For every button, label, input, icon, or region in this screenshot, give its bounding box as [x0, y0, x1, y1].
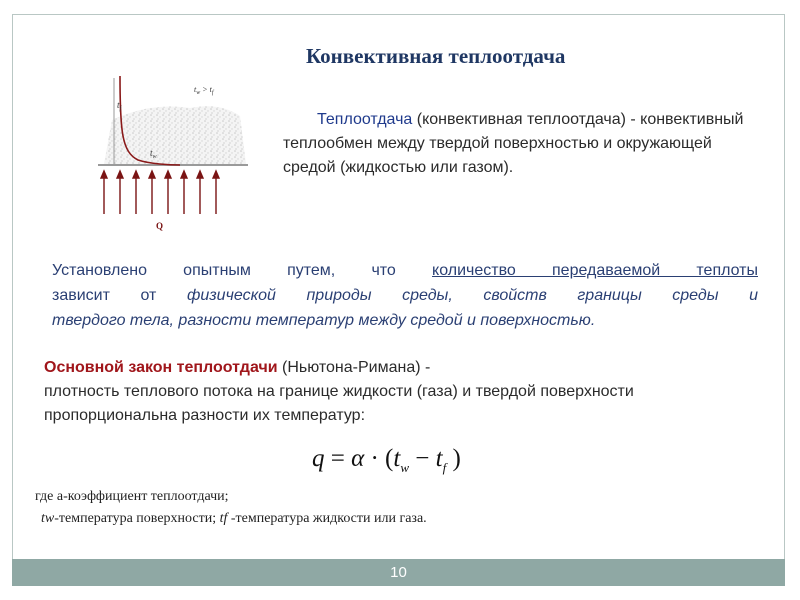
- experiment-line-2: зависит от физической природы среды, свойств границы среды и: [52, 287, 758, 304]
- experiment-line-3: твердого тела, разности температур между средой и поверхностью.: [52, 312, 596, 329]
- definition: [283, 108, 753, 180]
- notes-line-1: где а-коэффициент теплоотдачи;: [35, 489, 229, 504]
- law-term: Основной закон теплоотдачи: [44, 359, 278, 376]
- underlined-phrase: количество передаваемой теплоты: [432, 262, 758, 279]
- footer-bar: [12, 559, 785, 586]
- slide-title: Конвективная теплоотдача: [306, 44, 566, 68]
- boundary-layer-figure: [90, 72, 250, 232]
- condition-label: $t_w > t_f$: [194, 85, 214, 96]
- q-label: Q: [156, 221, 164, 231]
- law-paragraph: [44, 356, 764, 428]
- law-text: плотность теплового потока на границе жидкости (газа) и твердой поверхности пропорциональна разности их температур:: [44, 383, 634, 424]
- experiment-paragraph: [52, 258, 758, 333]
- tw-label: $t_w$: [150, 148, 157, 160]
- page-number: 10: [390, 564, 407, 581]
- notes: [35, 486, 735, 530]
- fluid-region: [104, 106, 246, 164]
- notes-line-2: tw-температура поверхности; tf -температура жидкости или газа.: [41, 511, 427, 526]
- newton-formula: $q = \alpha \cdot (t_w - t_f$ ): [312, 445, 461, 475]
- heat-flux-arrows: [101, 171, 219, 214]
- law-term-suffix: (Ньютона-Римана) -: [277, 359, 431, 376]
- definition-text: (конвективная теплоотдача) - конвективный теплообмен между твердой поверхностью и окружающей средой (жидкостью или газом).: [283, 111, 744, 176]
- experiment-line-1: Установлено опытным путем, что количество передаваемой теплоты: [52, 262, 758, 279]
- definition-term: Теплоотдача: [317, 111, 413, 128]
- tf-label: $t_f$: [117, 100, 122, 112]
